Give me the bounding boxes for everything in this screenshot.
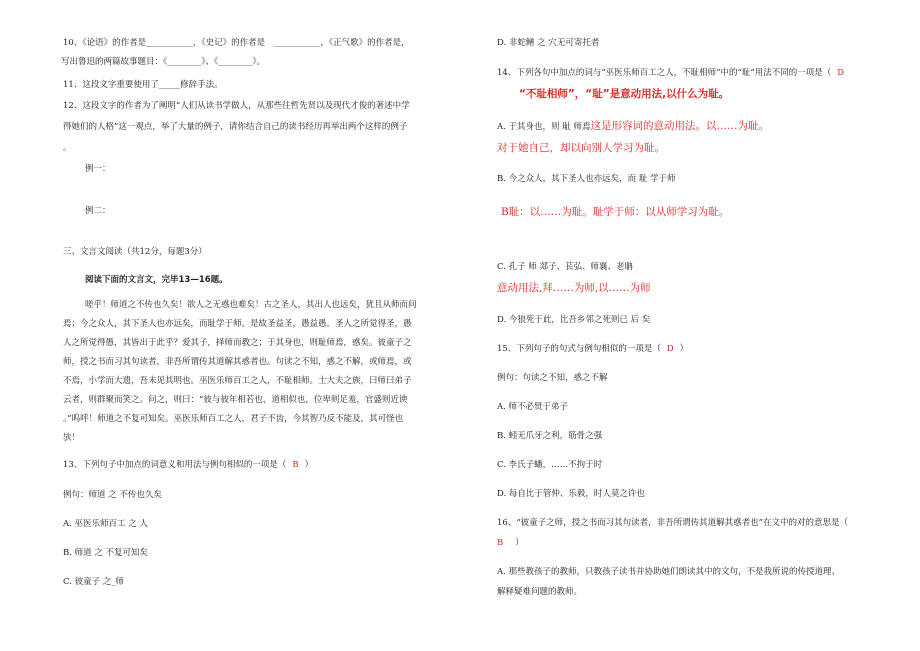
- reading-instruction: 阅读下面的文言文，完毕13—16题。: [85, 275, 228, 285]
- question-11: 11、这段文字重要使用了_____修辞手法。: [63, 80, 223, 90]
- passage-line: 不焉，小学而大遗，吾未见其明也。巫医乐师百工之人，不耻相师。士大夫之族，曰师曰弟子: [63, 376, 412, 386]
- question-16-option-a-line-2: 解释疑难问题的教师。: [497, 587, 583, 597]
- question-14-option-c: C. 孔子 师 郯子、苌弘、师襄、老聃: [497, 262, 634, 272]
- question-13-option-c: C. 彼童子 之_师: [63, 577, 125, 587]
- question-15-close: ）: [679, 344, 689, 354]
- example-1-label: 例一：: [85, 164, 111, 174]
- section-title: 三、文言文阅读（共12分，每题3分）: [63, 247, 207, 257]
- question-14-option-d: D. 今狼死于此，比吾乡邻之死则已 后 矣: [497, 315, 651, 325]
- question-15-example: 例句：句读之不知，惑之不解: [497, 373, 608, 383]
- question-13-text: 13、下列句子中加点的词意义和用法与例句相似的一项是（: [63, 460, 287, 470]
- question-15: [497, 344, 688, 355]
- question-13-answer: B: [292, 460, 299, 470]
- question-16-close: ）: [515, 538, 524, 548]
- question-10-line-2: 写出鲁迅的两篇故事题目：《________》、《________》。: [61, 57, 266, 67]
- question-14-answer: D: [837, 68, 845, 78]
- question-14: [497, 68, 844, 79]
- question-12-line-1: 12、这段文字的作者为了阐明“人们从读书学做人，从那些往哲先贤以及现代才俊的著述中学: [63, 101, 410, 111]
- passage-line: 欤！: [63, 433, 81, 443]
- question-13-option-d: D. 非蛇鳝 之 穴无可寄托者: [497, 38, 600, 48]
- left-column: [63, 0, 461, 651]
- passage-line: 师，授之书而习其句读者，非吾所谓传其道解其惑者也。句读之不知，惑之不解，或师焉，或: [63, 357, 412, 367]
- question-14-option-b: B. 今之众人，其下圣人也亦远矣，而 耻 学于师: [497, 174, 676, 184]
- passage-line: 云者，则群聚而笑之。问之，则曰：“彼与彼年相若也，道相似也，位卑则足羞，官盛则近谀: [63, 395, 408, 405]
- question-13: [63, 460, 313, 471]
- question-15-option-d: D. 每自比于管仲、乐毅，时人莫之许也: [497, 489, 645, 499]
- right-column: [497, 0, 889, 651]
- question-10-line-1: 10、《论语》的作者是___________，《史记》的作者是 ___________，《正气歌》的作者是，: [63, 38, 410, 48]
- question-12-line-3: 。: [63, 143, 72, 153]
- question-14-option-b-note: B耻：以……为耻。耻学于师：以从师学习为耻。: [501, 206, 730, 218]
- passage-line: 。”呜呼！师道之不复可知矣。巫医乐师百工之人，君子不齿，今其智乃反不能及，其可怪也: [63, 414, 404, 424]
- question-15-option-a: A. 师不必贤于弟子: [497, 402, 569, 412]
- question-14-text: 14、下列各句中加点的词与“巫医乐师百工之人，不耻相师”中的“耻”用法不同的一项是（: [497, 68, 832, 78]
- question-16-answer-line: [497, 538, 524, 549]
- question-14-option-a-note: 这是形容词的意动用法。以……为耻。: [590, 120, 769, 132]
- question-16-answer: B: [497, 538, 504, 548]
- question-12-line-2: 得她们的人格”这一观点，举了大量的例子，请你结合自己的读书经历再举出两个这样的例子: [63, 122, 408, 132]
- passage-line: 人之所觉得愚，其皆出于此乎？爱其子，择师而教之；于其身也，则耻师焉，惑矣。彼童子之: [63, 338, 412, 348]
- question-14-option-a: [497, 121, 769, 133]
- question-14-option-c-note: 意动用法,拜……为师,以……为师: [497, 282, 651, 294]
- question-15-answer: D: [666, 344, 674, 354]
- question-13-close: ）: [304, 460, 314, 470]
- example-2-label: 例二：: [85, 206, 111, 216]
- question-16-option-a-line-1: A. 那些教孩子的教师，只教孩子读书并协助她们朗读其中的文句，不是我所说的传授道理、: [497, 567, 841, 577]
- question-14-option-a-text: A. 于其身也，则 耻 师焉: [497, 122, 591, 132]
- question-13-option-b: B. 师道 之 不复可知矣: [63, 548, 149, 558]
- passage-line: 焉；今之众人，其下圣人也亦远矣，而耻学于师。是故圣益圣，愚益愚。圣人之所觉得圣，愚: [63, 319, 412, 329]
- question-16-text: 16、“彼童子之师，授之书而习其句读者，非吾所谓传其道解其惑者也”在文中的对的意思是（: [497, 518, 849, 528]
- question-14-note: “不耻相师”，“耻”是意动用法,以什么为耻。: [519, 88, 730, 100]
- question-15-text: 15、下列句子的句式与例句相似的一项是（: [497, 344, 661, 354]
- question-13-option-a: A. 巫医乐师百工 之 人: [63, 519, 148, 529]
- passage-line: 嗟乎！师道之不传也久矣！欲人之无惑也难矣！古之圣人，其出人也远矣，犹且从师而问: [85, 300, 417, 310]
- question-14-option-a-note-2: 对于她自己，却以向别人学习为耻。: [497, 142, 665, 154]
- question-13-example: 例句：师道 之 不传也久矣: [63, 490, 162, 500]
- question-15-option-b: B. 蚓无爪牙之利，筋骨之强: [497, 431, 603, 441]
- question-15-option-c: C. 李氏子蟠，……不拘于时: [497, 460, 603, 470]
